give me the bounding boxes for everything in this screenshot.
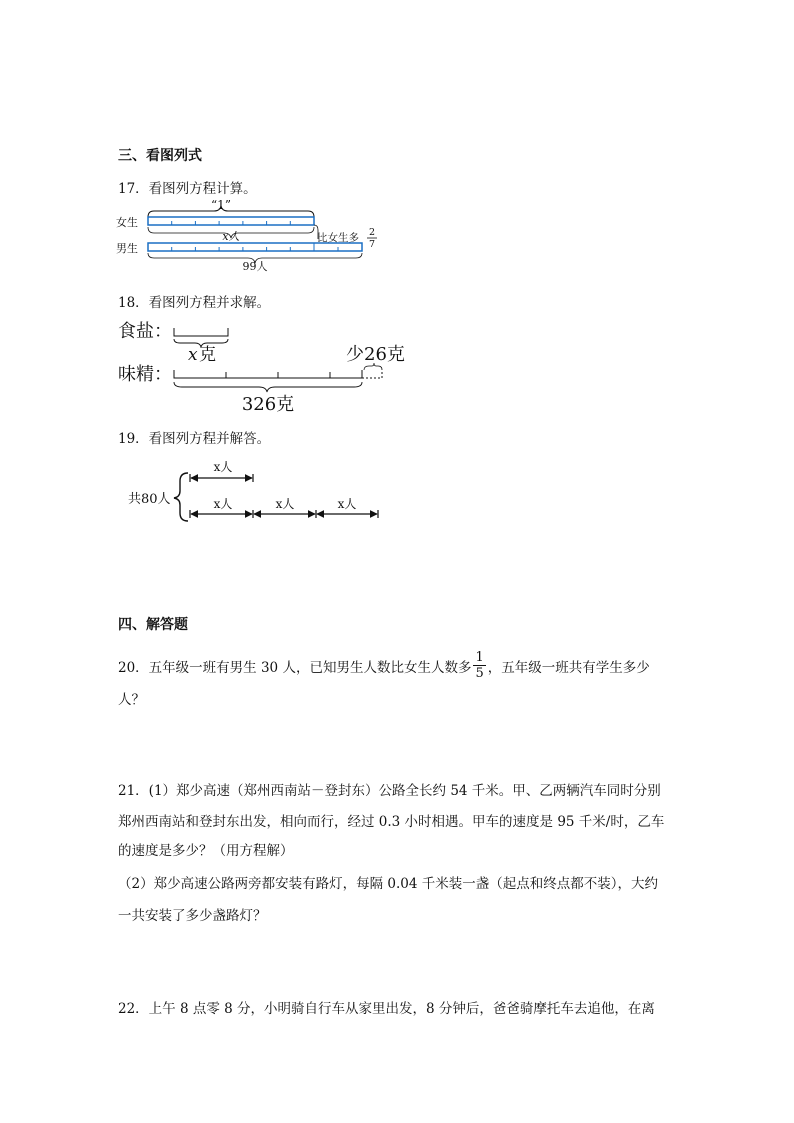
q18-msg-segment [174, 370, 362, 378]
q19-segment-diagram [126, 455, 388, 525]
q18-msg-brace [174, 382, 362, 392]
question-22-line-1: 22．上午 8 点零 8 分，小明骑自行车从家里出发，8 分钟后，爸爸骑摩托车去追他，在离 [118, 1001, 655, 1017]
question-21-line-3: 的速度是多少？（用方程解） [118, 843, 294, 859]
q18-salt-label: 食盐： [118, 321, 172, 342]
q19-seg3-label: x人 [337, 497, 357, 511]
question-19-text: 19．看图列方程并解答。 [118, 431, 271, 447]
q17-x-label: x人 [222, 230, 240, 243]
q19-curly-brace [174, 473, 188, 521]
q19-total-label: 共80人 [128, 492, 171, 507]
q18-total-label: 326克 [241, 394, 295, 415]
section-3-title: 三、看图列式 [118, 148, 202, 164]
question-18-text: 18．看图列方程并求解。 [118, 295, 271, 311]
q19-top-seg-label: x人 [213, 460, 233, 474]
q18-salt-segment [174, 328, 228, 336]
question-20-line-2: 人？ [118, 692, 145, 708]
q19-seg2-label: x人 [275, 497, 295, 511]
q20-fraction [473, 650, 485, 681]
q18-less-label: 少26克 [346, 344, 405, 365]
q17-top-brace [148, 206, 314, 217]
q17-segment-diagram [110, 195, 390, 275]
q20-text-pre: 20．五年级一班有男生 30 人，已知男生人数比女生人数多 [118, 659, 472, 676]
question-20-line-1 [118, 650, 650, 681]
q17-more-label: 比女生多 [317, 232, 359, 244]
q17-girls-label: 女生 [116, 216, 138, 229]
q18-segment-diagram [116, 312, 416, 416]
q17-total-label: 99人 [242, 260, 268, 273]
q17-unit-one-label: “1” [211, 198, 231, 212]
section-4-title: 四、解答题 [118, 617, 188, 633]
q17-boys-ticks [172, 243, 338, 251]
question-21-line-5: 一共安装了多少盏路灯？ [118, 908, 267, 924]
q18-msg-ticks [226, 372, 330, 378]
q17-boys-bar [148, 243, 362, 251]
q17-frac-num: 2 [368, 227, 376, 238]
q17-boys-label: 男生 [116, 242, 138, 255]
q17-frac-den: 7 [368, 239, 376, 250]
q17-girls-bar [148, 217, 314, 225]
q18-less-dashed-segment [362, 370, 382, 378]
q18-msg-label: 味精： [118, 364, 172, 385]
q20-text-post: ，五年级一班共有学生多少 [487, 659, 650, 676]
question-21-line-2: 郑州西南站和登封东出发，相向而行，经过 0.3 小时相遇。甲车的速度是 95 千米/时，乙车 [118, 814, 665, 830]
question-21-line-4: （2）郑少高速公路两旁都安装有路灯，每隔 0.04 千米装一盏（起点和终点都不装），大约 [118, 876, 658, 892]
question-21-line-1: 21．(1）郑少高速（郑州西南站－登封东）公路全长约 54 千米。甲、乙两辆汽车同时分别 [118, 783, 661, 799]
q19-seg1-label: x人 [213, 497, 233, 511]
q20-frac-den: 5 [475, 666, 484, 681]
q18-x-var: x [188, 345, 198, 365]
q20-frac-num: 1 [475, 650, 484, 665]
q18-x-unit: 克 [199, 345, 216, 365]
question-17-text: 17．看图列方程计算。 [118, 181, 257, 197]
